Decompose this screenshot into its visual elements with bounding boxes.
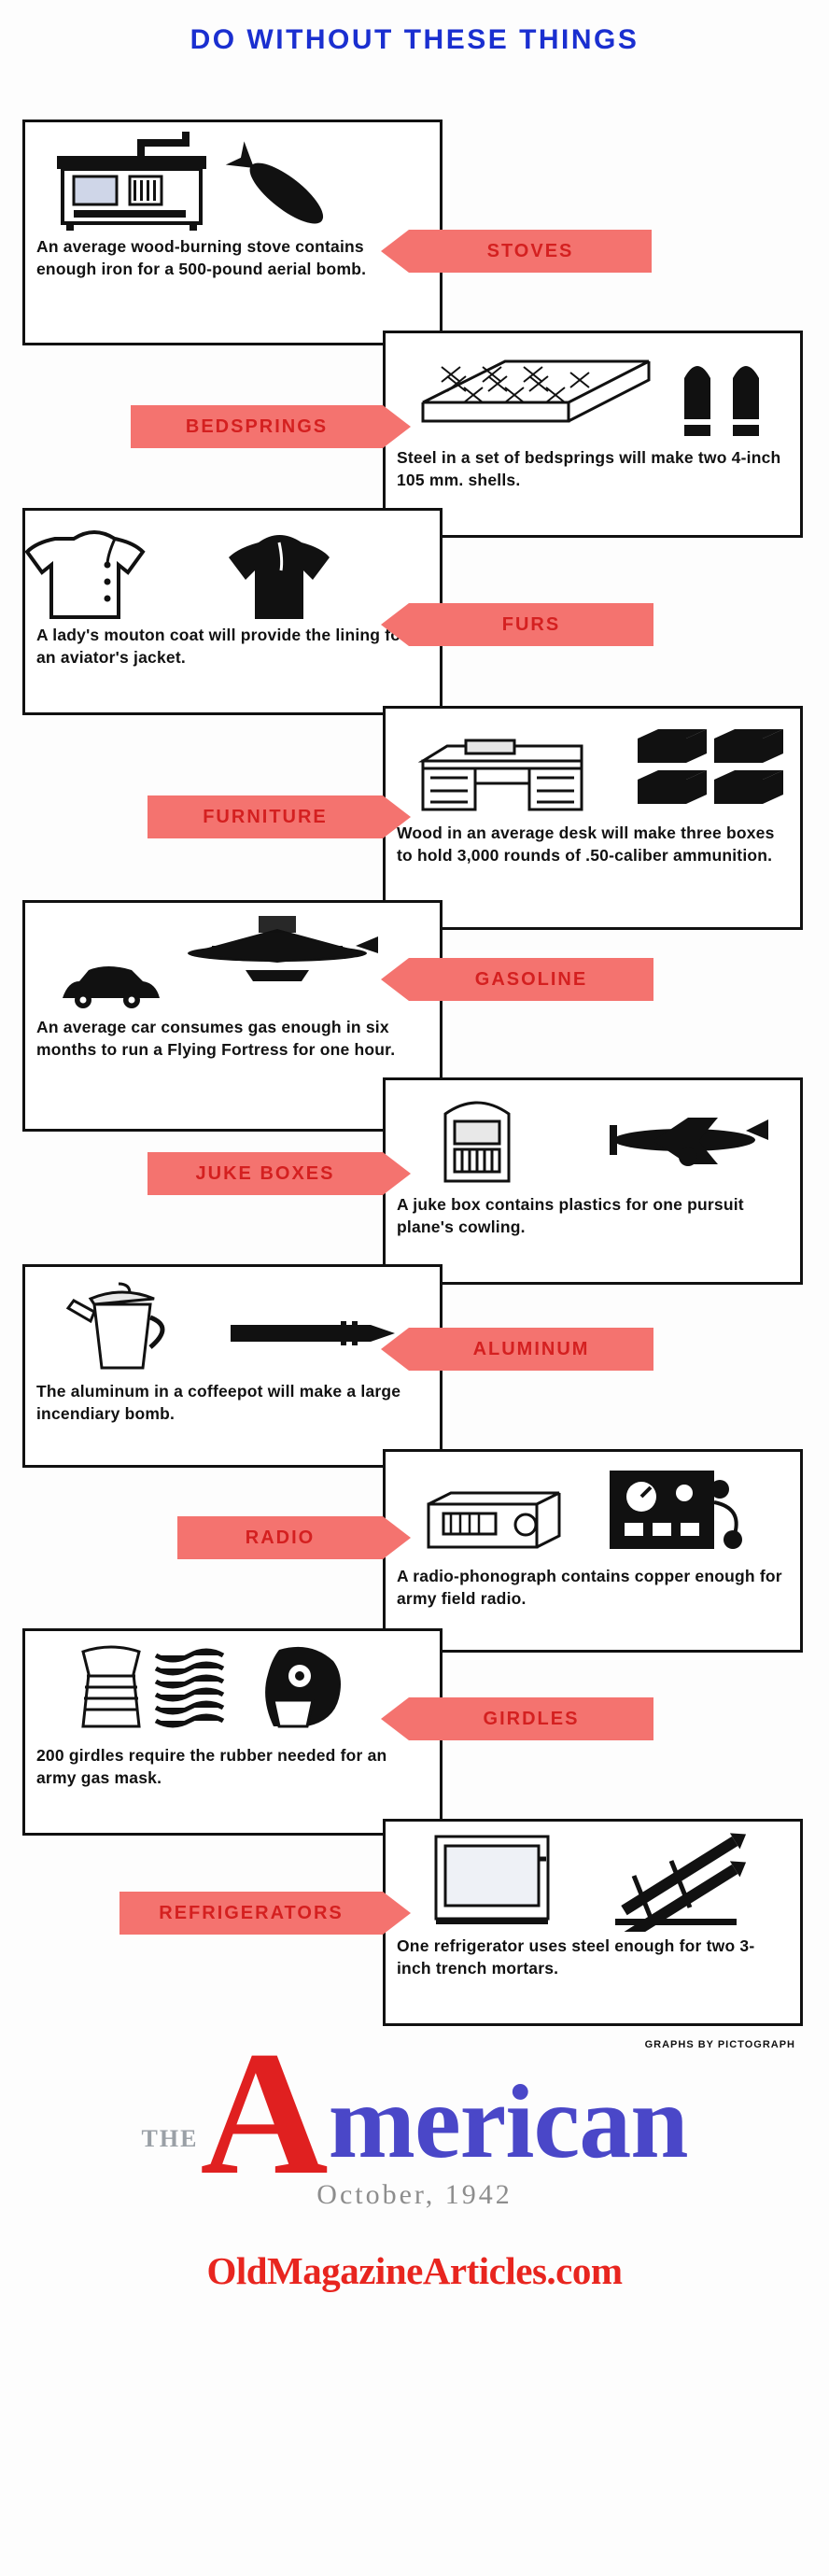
caption-refrigerators: One refrigerator uses steel enough for two 3-inch trench mortars. <box>397 1936 755 1978</box>
panel-bedsprings <box>383 331 803 538</box>
arrow-aluminum[interactable] <box>409 1328 653 1371</box>
page-title: DO WITHOUT THESE THINGS <box>190 24 639 55</box>
caption-furs: A lady's mouton coat will provide the lining for an aviator's jacket. <box>36 626 408 667</box>
panel-gasoline <box>22 900 443 1132</box>
arrow-head-wrap-gasoline <box>381 958 409 1001</box>
masthead-rest: merican <box>328 2064 688 2181</box>
arrow-juke-boxes[interactable] <box>148 1152 411 1195</box>
art-girdles <box>25 1631 440 1741</box>
caption-aluminum: The aluminum in a coffeepot will make a large incendiary bomb. <box>36 1382 401 1423</box>
arrow-bar-refrigerators <box>119 1892 383 1935</box>
caption-stoves: An average wood-burning stove contains enough iron for a 500-pound aerial bomb. <box>36 237 367 278</box>
arrow-label-aluminum: ALUMINUM <box>472 1338 590 1359</box>
arrow-head-bedsprings <box>383 405 411 448</box>
panel-refrigerators <box>383 1819 803 2026</box>
art-aluminum <box>25 1267 440 1377</box>
panel-juke-boxes <box>383 1077 803 1285</box>
arrow-label-bedsprings: BEDSPRINGS <box>185 415 329 437</box>
arrow-bar-juke-boxes <box>148 1152 383 1195</box>
caption-bedsprings: Steel in a set of bedsprings will make two 4-inch 105 mm. shells. <box>397 448 781 489</box>
arrow-head-wrap-girdles <box>381 1697 409 1740</box>
arrow-head-juke-boxes <box>383 1152 411 1195</box>
arrow-head-radio <box>383 1516 411 1559</box>
arrow-bar-girdles <box>409 1697 653 1740</box>
pictograph-chart <box>0 62 829 2050</box>
arrow-refrigerators[interactable] <box>119 1892 411 1935</box>
masthead-date: October, 1942 <box>316 2179 513 2211</box>
arrow-furniture[interactable] <box>148 795 411 838</box>
panel-radio <box>383 1449 803 1653</box>
arrow-girdles[interactable] <box>409 1697 653 1740</box>
panel-stoves <box>22 120 443 345</box>
arrow-label-furniture: FURNITURE <box>203 806 328 827</box>
site-footer[interactable] <box>0 2211 829 2317</box>
arrow-head-refrigerators <box>383 1892 411 1935</box>
arrow-head-wrap-furs <box>381 603 409 646</box>
arrow-head-wrap-aluminum <box>381 1328 409 1371</box>
arrow-bar-radio <box>177 1516 383 1559</box>
masthead-big-letter: A <box>200 2016 329 2212</box>
arrow-label-girdles: GIRDLES <box>483 1708 580 1729</box>
art-radio <box>386 1452 800 1562</box>
masthead-the: THE <box>141 2125 199 2153</box>
arrow-bar-furs <box>409 603 653 646</box>
arrow-furs[interactable] <box>409 603 653 646</box>
arrow-bar-bedsprings <box>131 405 383 448</box>
caption-girdles: 200 girdles require the rubber needed for an army gas mask. <box>36 1746 387 1787</box>
arrow-bar-gasoline <box>409 958 653 1001</box>
arrow-label-juke-boxes: JUKE BOXES <box>195 1162 335 1184</box>
art-furniture <box>386 709 800 819</box>
arrow-label-stoves: STOVES <box>486 240 574 261</box>
caption-furniture: Wood in an average desk will make three boxes to hold 3,000 rounds of .50-caliber ammunition. <box>397 823 775 865</box>
caption-juke-boxes: A juke box contains plastics for one pursuit plane's cowling. <box>397 1195 744 1236</box>
arrow-label-radio: RADIO <box>245 1527 316 1548</box>
arrow-radio[interactable] <box>177 1516 411 1559</box>
art-refrigerators <box>386 1822 800 1932</box>
arrow-bar-aluminum <box>409 1328 653 1371</box>
arrow-gasoline[interactable] <box>409 958 653 1001</box>
caption-radio: A radio-phonograph contains copper enough for army field radio. <box>397 1567 782 1608</box>
art-bedsprings <box>386 333 800 443</box>
arrow-stoves[interactable] <box>409 230 652 273</box>
arrow-label-gasoline: GASOLINE <box>474 968 588 990</box>
arrow-label-furs: FURS <box>501 613 561 635</box>
panel-girdles <box>22 1628 443 1836</box>
art-gasoline <box>25 903 440 1013</box>
panel-furs <box>22 508 443 715</box>
arrow-bedsprings[interactable] <box>131 405 411 448</box>
caption-gasoline: An average car consumes gas enough in six months to run a Flying Fortress for one hour. <box>36 1018 396 1059</box>
magazine-masthead <box>0 2016 829 2212</box>
site-name[interactable]: OldMagazineArticles.com <box>206 2249 623 2293</box>
panel-furniture <box>383 706 803 930</box>
arrow-head-wrap-stoves <box>381 230 409 273</box>
arrow-bar-stoves <box>409 230 652 273</box>
arrow-bar-furniture <box>148 795 383 838</box>
art-furs <box>25 511 440 621</box>
panel-aluminum <box>22 1264 443 1468</box>
art-juke-boxes <box>386 1080 800 1190</box>
arrow-head-furniture <box>383 795 411 838</box>
art-stoves <box>25 122 440 232</box>
arrow-label-refrigerators: REFRIGERATORS <box>159 1902 344 1923</box>
graphs-credit: GRAPHS BY PICTOGRAPH <box>644 2039 795 2050</box>
